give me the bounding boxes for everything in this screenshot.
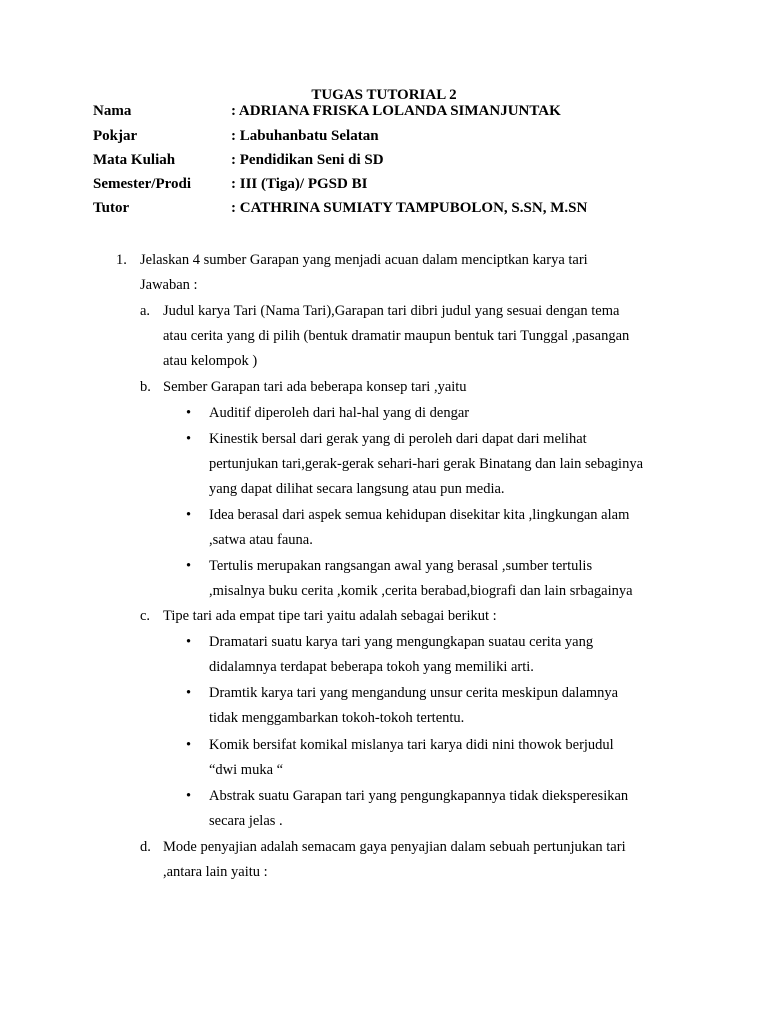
question-text: Jelaskan 4 sumber Garapan yang menjadi acuan dalam menciptkan karya tari	[140, 252, 588, 268]
header-row-semester-prodi	[93, 176, 367, 193]
item-marker-b: b.	[140, 379, 151, 395]
header-row-tutor	[93, 200, 587, 217]
bullet-text: Idea berasal dari aspek semua kehidupan disekitar kita ,lingkungan alam	[209, 507, 630, 523]
bullet-icon: •	[186, 737, 192, 753]
document-title: TUGAS TUTORIAL 2	[311, 87, 457, 103]
answer-label: Jawaban :	[140, 277, 198, 293]
question-number: 1.	[116, 252, 127, 268]
item-d-line: ,antara lain yaitu :	[163, 864, 268, 880]
bullet-text: Kinestik bersal dari gerak yang di peroleh dari dapat dari melihat	[209, 431, 587, 447]
header-label: Tutor	[93, 200, 130, 216]
header-value: : ADRIANA FRISKA LOLANDA SIMANJUNTAK	[231, 103, 561, 119]
bullet-text: pertunjukan tari,gerak-gerak sehari-hari gerak Binatang dan lain sebaginya	[209, 456, 644, 472]
bullet-text: Abstrak suatu Garapan tari yang pengungkapannya tidak dieksperesikan	[209, 788, 629, 804]
item-marker-d: d.	[140, 839, 151, 855]
bullet-icon: •	[186, 788, 192, 804]
bullet-text: didalamnya terdapat beberapa tokoh yang memiliki arti.	[209, 659, 534, 675]
bullet-text: Komik bersifat komikal mislanya tari karya didi nini thowok berjudul	[209, 737, 614, 753]
bullet-icon: •	[186, 558, 192, 574]
bullet-icon: •	[186, 431, 192, 447]
item-marker-a: a.	[140, 303, 151, 319]
bullet-text: Auditif diperoleh dari hal-hal yang di dengar	[209, 405, 470, 421]
bullet-text: Tertulis merupakan rangsangan awal yang berasal ,sumber tertulis	[209, 558, 593, 574]
bullet-icon: •	[186, 507, 192, 523]
header-value: : Labuhanbatu Selatan	[231, 128, 379, 144]
bullet-icon: •	[186, 685, 192, 701]
bullet-text: ,satwa atau fauna.	[209, 532, 313, 548]
header-row-nama	[93, 103, 561, 120]
header-label: Pokjar	[93, 128, 138, 144]
bullet-text: Dramatari suatu karya tari yang mengungkapan suatau cerita yang	[209, 634, 594, 650]
header-label: Mata Kuliah	[93, 152, 176, 168]
bullet-text: ,misalnya buku cerita ,komik ,cerita berabad,biografi dan lain srbagainya	[209, 583, 633, 599]
item-a-line: atau cerita yang di pilih (bentuk dramatir maupun bentuk tari Tunggal ,pasangan	[163, 328, 630, 344]
item-a-line: Judul karya Tari (Nama Tari),Garapan tari dibri judul yang sesuai dengan tema	[163, 303, 620, 319]
bullet-text: tidak menggambarkan tokoh-tokoh tertentu.	[209, 710, 465, 726]
header-label: Semester/Prodi	[93, 176, 192, 192]
bullet-icon: •	[186, 634, 192, 650]
header-value: : III (Tiga)/ PGSD BI	[231, 176, 368, 192]
header-row-mata-kuliah	[93, 152, 384, 169]
item-a-line: atau kelompok )	[163, 353, 258, 369]
header-value: : CATHRINA SUMIATY TAMPUBOLON, S.SN, M.SN	[231, 200, 588, 216]
header-value: : Pendidikan Seni di SD	[231, 152, 384, 168]
bullet-icon: •	[186, 405, 192, 421]
item-c-line: Tipe tari ada empat tipe tari yaitu adalah sebagai berikut :	[163, 608, 497, 624]
bullet-text: Dramtik karya tari yang mengandung unsur cerita meskipun dalamnya	[209, 685, 619, 701]
header-row-pokjar	[93, 128, 379, 145]
header-label: Nama	[93, 103, 132, 119]
item-b-line: Sember Garapan tari ada beberapa konsep tari ,yaitu	[163, 379, 467, 395]
bullet-text: yang dapat dilihat secara langsung atau pun media.	[209, 481, 505, 497]
item-marker-c: c.	[140, 608, 151, 624]
bullet-text: secara jelas .	[209, 813, 283, 829]
bullet-text: “dwi muka “	[209, 762, 284, 778]
item-d-line: Mode penyajian adalah semacam gaya penyajian dalam sebuah pertunjukan tari	[163, 839, 626, 855]
